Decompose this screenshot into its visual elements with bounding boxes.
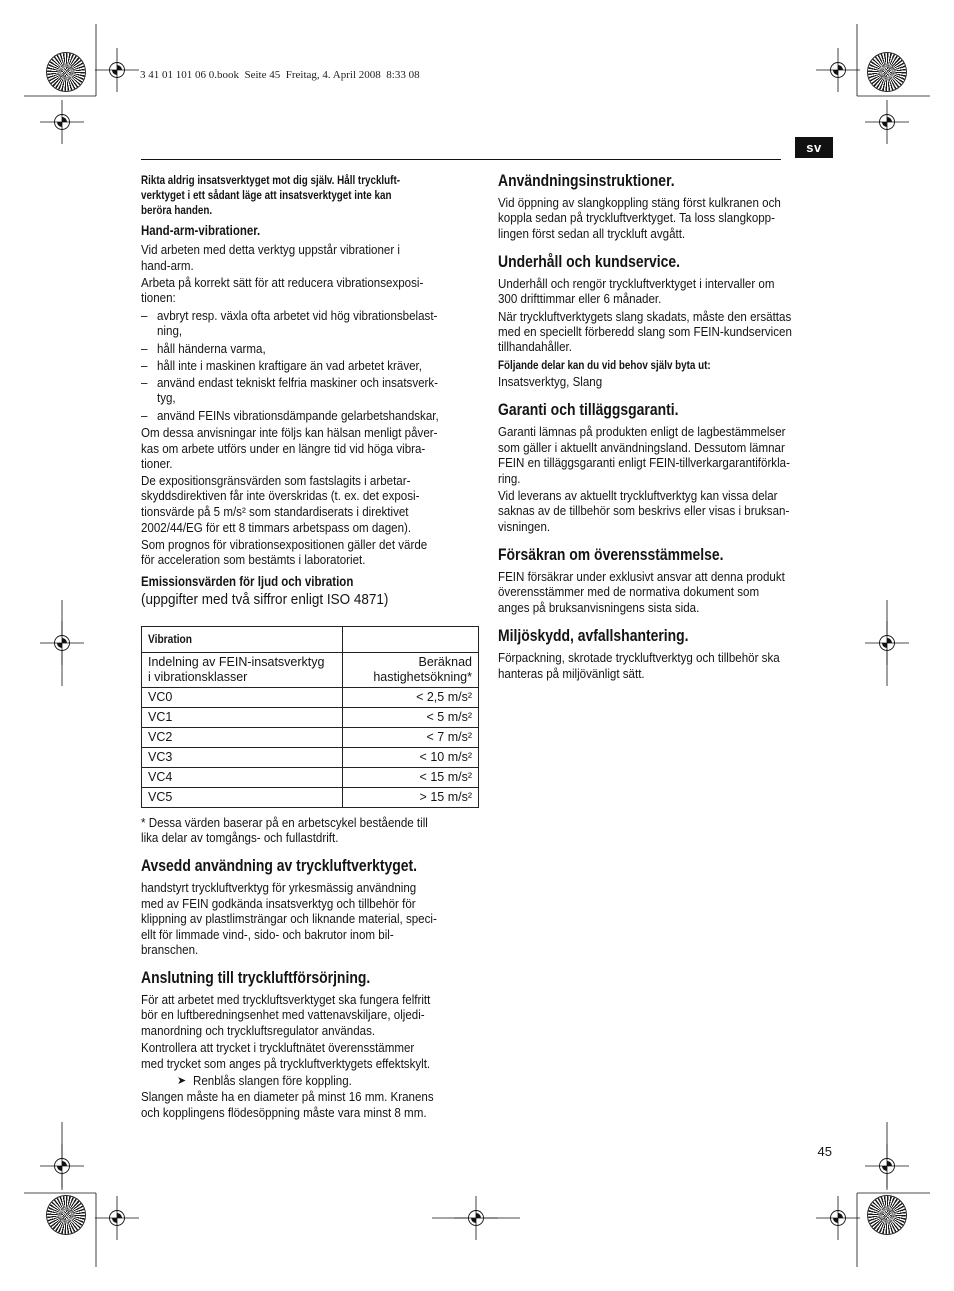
table-row bbox=[142, 688, 479, 708]
instruction-step: Renblås slangen före koppling. bbox=[193, 1073, 352, 1088]
list-marker: – bbox=[141, 308, 148, 323]
paragraph-line: 300 drifttimmar eller 6 månader. bbox=[498, 291, 662, 306]
section-heading-instructions: Användningsinstruktioner. bbox=[498, 171, 675, 190]
paragraph-line: Vid leverans av aktuellt tryckluftverktyg kan vissa delar bbox=[498, 488, 778, 503]
arrow-bullet-icon bbox=[177, 1073, 186, 1089]
starburst-target-icon bbox=[47, 53, 85, 91]
paragraph-line: Vid arbeten med detta verktyg uppstår vibrationer i bbox=[141, 242, 400, 257]
table-title: Vibration bbox=[148, 632, 193, 646]
replaceable-parts-heading: Följande delar kan du vid behov själv byta ut: bbox=[498, 358, 711, 372]
paragraph-line: Underhåll och rengör tryckluftverktyget i intervaller om bbox=[498, 276, 775, 291]
registration-mark-icon bbox=[40, 621, 84, 665]
table-row bbox=[142, 768, 479, 788]
list-item: använd endast tekniskt felfria maskiner och insatsverk- bbox=[157, 375, 439, 390]
paragraph-line: visningen. bbox=[498, 519, 551, 534]
registration-mark-icon bbox=[865, 100, 909, 144]
list-item: ning, bbox=[157, 323, 183, 338]
paragraph-line: ellt för limmade vind-, sido- och bakrutor inom bil- bbox=[141, 927, 394, 942]
emission-note: (uppgifter med två siffror enligt ISO 4871) bbox=[141, 591, 389, 608]
paragraph-line: med trycket som anges på tryckluftverktygets effektskylt. bbox=[141, 1056, 431, 1071]
language-tab: sv bbox=[795, 137, 833, 158]
acceleration-value-cell: < 15 m/s² bbox=[343, 768, 479, 788]
paragraph-line: tionen: bbox=[141, 290, 176, 305]
paragraph-line: saknas av de tillbehör som beskrivs eller visas i bruksan- bbox=[498, 503, 790, 518]
paragraph-line: branschen. bbox=[141, 942, 199, 957]
header-rule bbox=[141, 159, 781, 160]
warning-line: Rikta aldrig insatsverktyget mot dig själv. Håll tryckluft- bbox=[141, 173, 401, 187]
paragraph-line: 2002/44/EG för ett 8 timmars arbetspass om dagen). bbox=[141, 520, 412, 535]
acceleration-value-cell: < 7 m/s² bbox=[343, 728, 479, 748]
column-header-line: Beräknad bbox=[418, 655, 472, 669]
registration-mark-icon bbox=[40, 100, 84, 144]
registration-mark-icon bbox=[95, 48, 139, 92]
section-heading-emission: Emissionsvärden för ljud och vibration bbox=[141, 574, 354, 589]
paragraph-line: tionsvärde på 5 m/s² som standardiserats i direktivet bbox=[141, 504, 409, 519]
warning-line: beröra handen. bbox=[141, 203, 213, 217]
starburst-target-icon bbox=[47, 1196, 85, 1234]
vibration-class-cell: VC1 bbox=[142, 708, 343, 728]
list-marker: – bbox=[141, 341, 148, 356]
column-header-line: hastighetsökning* bbox=[373, 670, 472, 684]
section-heading-service: Underhåll och kundservice. bbox=[498, 252, 681, 271]
paragraph-line: När tryckluftverktygets slang skadats, måste den ersättas bbox=[498, 309, 792, 324]
registration-mark-icon bbox=[95, 1196, 139, 1240]
paragraph-line: ring. bbox=[498, 471, 521, 486]
paragraph-line: för acceleration som bestämts i laboratoriet. bbox=[141, 552, 366, 567]
vibration-class-cell: VC3 bbox=[142, 748, 343, 768]
table-footnote: * Dessa värden baserar på en arbetscykel bestående till bbox=[141, 815, 428, 830]
section-heading-intended-use: Avsedd användning av tryckluftverktyget. bbox=[141, 856, 418, 875]
table-row bbox=[142, 728, 479, 748]
list-marker: – bbox=[141, 375, 148, 390]
paragraph-line: De expositionsgränsvärden som fastslagits i arbetar- bbox=[141, 473, 411, 488]
list-marker: – bbox=[141, 408, 148, 423]
list-item: tyg, bbox=[157, 390, 176, 405]
vibration-table bbox=[141, 626, 479, 808]
starburst-target-icon bbox=[868, 53, 906, 91]
acceleration-value-cell: > 15 m/s² bbox=[343, 788, 479, 808]
paragraph-line: För att arbetet med tryckluftsverktyget ska fungera felfritt bbox=[141, 992, 431, 1007]
list-item: avbryt resp. växla ofta arbetet vid hög vibrationsbelast- bbox=[157, 308, 438, 323]
column-header-acceleration bbox=[343, 653, 479, 688]
vibration-class-cell: VC0 bbox=[142, 688, 343, 708]
list-marker: – bbox=[141, 358, 148, 373]
paragraph-line: Vid öppning av slangkoppling stäng först kulkranen och bbox=[498, 195, 781, 210]
column-header-line: i vibrationsklasser bbox=[148, 670, 248, 684]
registration-mark-icon bbox=[865, 621, 909, 665]
paragraph-line: FEIN försäkrar under exklusivt ansvar att denna produkt bbox=[498, 569, 785, 584]
paragraph-line: och kopplingens flödesöppning måste vara minst 8 mm. bbox=[141, 1105, 427, 1120]
section-heading-warranty: Garanti och tilläggsgaranti. bbox=[498, 400, 679, 419]
list-item: använd FEINs vibrationsdämpande gelarbetshandskar, bbox=[157, 408, 439, 423]
section-heading-connection: Anslutning till tryckluftförsörjning. bbox=[141, 968, 371, 987]
replaceable-parts-list: Insatsverktyg, Slang bbox=[498, 374, 603, 389]
paragraph-line: Arbeta på korrekt sätt för att reducera vibrationsexposi- bbox=[141, 275, 424, 290]
paragraph-line: Garanti lämnas på produkten enligt de lagbestämmelser bbox=[498, 424, 786, 439]
table-row bbox=[142, 708, 479, 728]
paragraph-line: FEIN en tilläggsgaranti enligt FEIN-tillverkargarantiförkla- bbox=[498, 455, 790, 470]
column-header-line: Indelning av FEIN-insatsverktyg bbox=[148, 655, 325, 669]
paragraph-line: manordning och tryckluftsregulator användas. bbox=[141, 1023, 376, 1038]
paragraph-line: Om dessa anvisningar inte följs kan hälsan menligt påver- bbox=[141, 425, 438, 440]
registration-mark-icon bbox=[816, 48, 860, 92]
table-title-cell bbox=[142, 627, 343, 653]
list-item: håll händerna varma, bbox=[157, 341, 266, 356]
vibration-class-cell: VC4 bbox=[142, 768, 343, 788]
paragraph-line: lingen först sedan all tryckluft avgått. bbox=[498, 226, 686, 241]
paragraph-line: som gäller i aktuellt användningsland. Dessutom lämnar bbox=[498, 440, 785, 455]
paragraph-line: Slangen måste ha en diameter på minst 16 mm. Kranens bbox=[141, 1089, 434, 1104]
table-header-row bbox=[142, 653, 479, 688]
paragraph-line: hand-arm. bbox=[141, 258, 194, 273]
starburst-target-icon bbox=[868, 1196, 906, 1234]
acceleration-value-cell: < 10 m/s² bbox=[343, 748, 479, 768]
paragraph-line: handstyrt tryckluftverktyg för yrkesmässig användning bbox=[141, 880, 417, 895]
paragraph-line: tillhandahåller. bbox=[498, 339, 572, 354]
paragraph-line: Kontrollera att trycket i tryckluftnätet överensstämmer bbox=[141, 1040, 415, 1055]
paragraph-line: överensstämmer med de normativa dokument som bbox=[498, 584, 760, 599]
registration-mark-icon bbox=[40, 1144, 84, 1188]
paragraph-line: koppla sedan på tryckluftverktyget. Ta loss slangkopp- bbox=[498, 210, 775, 225]
section-heading-vibration: Hand-arm-vibrationer. bbox=[141, 223, 261, 238]
registration-mark-icon bbox=[454, 1196, 498, 1240]
table-footnote: lika delar av tomgångs- och fullastdrift. bbox=[141, 830, 339, 845]
table-empty-cell bbox=[343, 627, 479, 653]
column-header-class bbox=[142, 653, 343, 688]
section-heading-environment: Miljöskydd, avfallshantering. bbox=[498, 626, 689, 645]
paragraph-line: hanteras på miljövänligt sätt. bbox=[498, 666, 645, 681]
paragraph-line: Förpackning, skrotade tryckluftverktyg och tillbehör ska bbox=[498, 650, 780, 665]
acceleration-value-cell: < 2,5 m/s² bbox=[343, 688, 479, 708]
acceleration-value-cell: < 5 m/s² bbox=[343, 708, 479, 728]
file-info-header: 3 41 01 101 06 0.book Seite 45 Freitag, 4. April 2008 8:33 08 bbox=[140, 69, 420, 81]
paragraph-line: skyddsdirektiven får inte överskridas (t. ex. det exposi- bbox=[141, 488, 420, 503]
table-row bbox=[142, 788, 479, 808]
paragraph-line: anges på bruksanvisningens sista sida. bbox=[498, 600, 700, 615]
paragraph-line: med av FEIN godkända insatsverktyg och tillbehör för bbox=[141, 896, 416, 911]
list-item: håll inte i maskinen kraftigare än vad arbetet kräver, bbox=[157, 358, 422, 373]
page-number: 45 bbox=[817, 1144, 832, 1159]
registration-mark-icon bbox=[816, 1196, 860, 1240]
paragraph-line: med en speciellt förberedd slang som FEIN-kundservicen bbox=[498, 324, 792, 339]
paragraph-line: klippning av plastlimsträngar och liknande material, speci- bbox=[141, 911, 437, 926]
section-heading-conformity: Försäkran om överensstämmelse. bbox=[498, 545, 724, 564]
paragraph-line: kas om arbete utförs under en längre tid vid höga vibra- bbox=[141, 441, 426, 456]
paragraph-line: bör en luftberedningsenhet med vattenavskiljare, oljedi- bbox=[141, 1007, 425, 1022]
warning-line: verktyget i ett sådant läge att insatsverktyget inte kan bbox=[141, 188, 392, 202]
vibration-class-cell: VC2 bbox=[142, 728, 343, 748]
paragraph-line: Som prognos för vibrationsexpositionen gäller det värde bbox=[141, 537, 428, 552]
paragraph-line: tioner. bbox=[141, 456, 173, 471]
registration-mark-icon bbox=[865, 1144, 909, 1188]
table-row bbox=[142, 748, 479, 768]
table-title-row bbox=[142, 627, 479, 653]
vibration-class-cell: VC5 bbox=[142, 788, 343, 808]
